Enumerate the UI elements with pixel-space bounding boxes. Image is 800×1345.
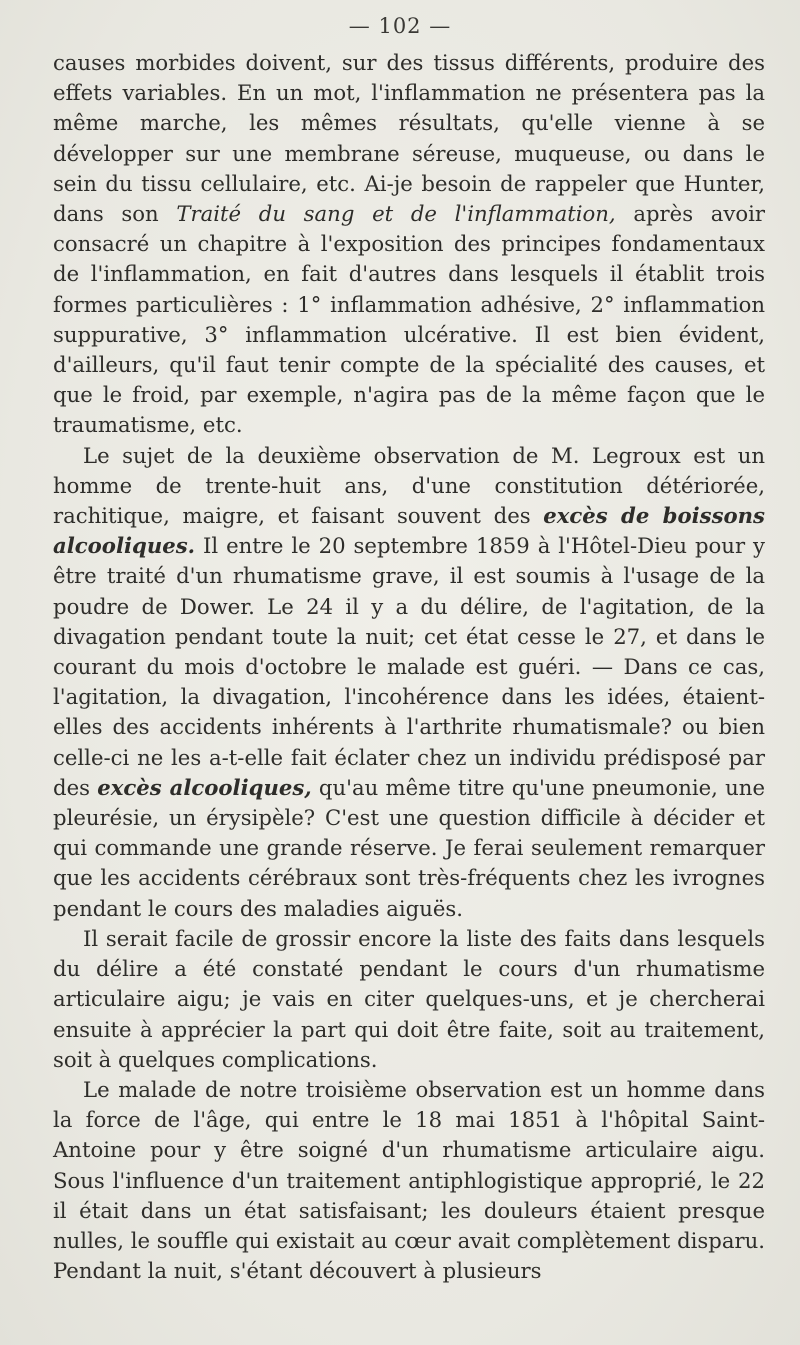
p2-emphasis-1: excès de boissons alcooliques. bbox=[53, 503, 765, 559]
p1-text-b: après avoir consacré un chapitre à l'exposition des principes fondamentaux de l'inflammation, en fait d'autres dans lesquels il établit trois formes particulières : 1° inflammation adhésive, 2° inflammation suppurative, 3° inflammation ulcérative. Il est bien évident, d'ailleurs, qu'il faut tenir compte de la spécialité des causes, et que le froid, par exemple, n'agira pas de la même façon que le traumatisme, etc. bbox=[53, 201, 766, 438]
p1-book-title: Traité du sang et de l'inflammation, bbox=[176, 201, 616, 227]
paragraph-4: Le malade de notre troisième observation est un homme dans la force de l'âge, qui entre le 18 mai 1851 à l'hôpital Saint-Antoine pour y être soigné d'un rhumatisme articulaire aigu. Sous l'influence d'un traitement antiphlogistique approprié, le 22 il était dans un état satisfaisant; les douleurs étaient presque nulles, le souffle qui existait au cœur avait complètement disparu. Pendant la nuit, s'étant découvert à plusieurs bbox=[53, 1076, 765, 1284]
p2-text-a: Le sujet de la deuxième observation de M. Legroux est un homme de trente-huit ans, d'une constitution détériorée, rachitique, maigre, et faisant souvent des bbox=[53, 442, 765, 529]
p2-text-c: qu'au même titre qu'une pneumonie, une pleurésie, un érysipèle? C'est une question difficile à décider et qui commande une grande réserve. Je ferai seulement remarquer que les accidents cérébraux sont très-fréquents chez les ivrognes pendant le cours des maladies aiguës. bbox=[53, 774, 765, 921]
paragraph-2 bbox=[53, 441, 765, 924]
paragraph-1 bbox=[53, 48, 765, 441]
body-text bbox=[53, 48, 765, 1286]
page-number: — 102 — bbox=[348, 14, 452, 38]
p2-text-b: Il entre le 20 septembre 1859 à l'Hôtel-Dieu pour y être traité d'un rhumatisme grave, il est soumis à l'usage de la poudre de Dower. Le 24 il y a du délire, de l'agitation, de la divagation pendant toute la nuit; cet état cesse le 27, et dans le courant du mois d'octobre le malade est guéri. — Dans ce cas, l'agitation, la divagation, l'incohérence dans les idées, étaient-elles des accidents inhérents à l'arthrite rhumatismale? ou bien celle-ci ne les a-t-elle fait éclater chez un individu prédisposé par des bbox=[53, 533, 765, 800]
p2-emphasis-2: excès alcooliques, bbox=[97, 774, 312, 800]
p1-text-a: causes morbides doivent, sur des tissus différents, produire des effets variables. En un mot, l'inflammation ne présentera pas la même marche, les mêmes résultats, qu'elle vienne à se développer sur une membrane séreuse, muqueuse, ou dans le sein du tissu cellulaire, etc. Ai-je besoin de rappeler que Hunter, dans son bbox=[53, 50, 765, 227]
paragraph-3: Il serait facile de grossir encore la liste des faits dans lesquels du délire a été constaté pendant le cours d'un rhumatisme articulaire aigu; je vais en citer quelques-uns, et je chercherai ensuite à apprécier la part qui doit être faite, soit au traitement, soit à quelques complications. bbox=[53, 925, 765, 1072]
